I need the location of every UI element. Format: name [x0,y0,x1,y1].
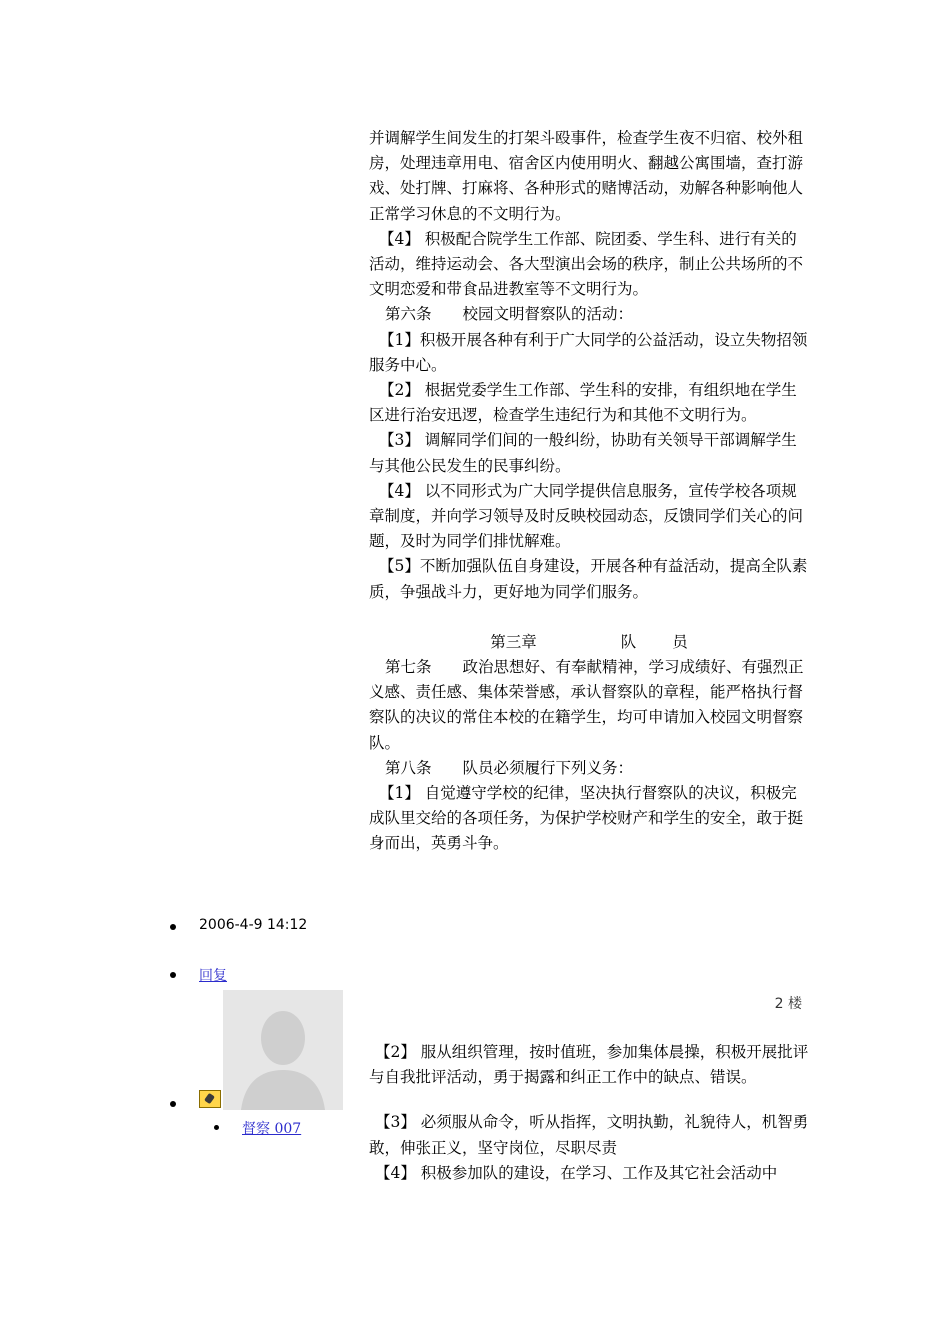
paragraph: 【3】 调解同学们间的一般纠纷，协助有关领导干部调解学生与其他公民发生的民事纠纷。 [369,431,797,475]
paragraph: 【2】 服从组织管理，按时值班，参加集体晨操，积极开展批评与自我批评活动，勇于揭露和纠正工作中的缺点、错误。 [369,1043,809,1087]
post-timestamp: 2006-4-9 14:12 [199,917,308,933]
paragraph: 【1】积极开展各种有利于广大同学的公益活动，设立失物招领服务中心。 [369,330,808,374]
reply-link[interactable]: 回复 [199,968,227,984]
list-bullet [170,924,176,930]
paragraph: 【2】 根据党委学生工作部、学生科的安排，有组织地在学生区进行治安迅逻，检查学生违纪行为和其他不文明行为。 [369,381,797,425]
paragraph: 并调解学生间发生的打架斗殴事件，检查学生夜不归宿、校外租房，处理违章用电、宿舍区内使用明火、翻越公寓围墙，查打游戏、处打牌、打麻将、各种形式的赌博活动，劝解各种影响他人正常学习休息的不文明行为。 [369,129,804,223]
avatar[interactable] [223,990,343,1110]
paragraph: 【3】 必须服从命令，听从指挥，文明执勤，礼貌待人，机智勇敢，伸张正义，坚守岗位，尽职尽责 [369,1113,809,1157]
paragraph: 【1】 自觉遵守学校的纪律，坚决执行督察队的决议，积极完成队里交给的各项任务，为保护学校财产和学生的安全，敢于挺身而出，英勇斗争。 [369,784,804,853]
paragraph: 【4】 以不同形式为广大同学提供信息服务，宣传学校各项规章制度，并向学习领导及时反映校园动态，反馈同学们关心的问题，及时为同学们排忧解难。 [369,481,804,551]
paragraph: 第七条 政治思想好、有奉献精神，学习成绩好、有强烈正义感、责任感、集体荣誉感，承认督察队的章程，能严格执行督察队的决议的常住本校的在籍学生，均可申请加入校园文明督察队。 [369,658,804,752]
author-link[interactable]: 督察 007 [242,1121,302,1137]
paragraph: 第六条 校园文明督察队的活动： [385,305,634,324]
chapter-number: 第三章 [490,632,537,651]
chapter-title-char: 队 [620,632,637,651]
paragraph: 【4】 积极配合院学生工作部、院团委、学生科、进行有关的活动，维持运动会、各大型演出会场的秩序，制止公共场所的不文明恋爱和带食品进教室等不文明行为。 [369,229,804,299]
floor-number: 2 楼 [774,996,802,1012]
post-body [369,126,809,857]
chapter-title-char: 员 [672,632,688,651]
list-bullet [214,1125,219,1130]
chapter-heading [369,630,809,655]
post-body [369,1040,809,1186]
paragraph: 第八条 队员必须履行下列义务： [385,758,634,777]
avatar-silhouette-icon [223,990,343,1110]
user-status-icon[interactable] [199,1090,221,1108]
list-bullet [170,972,176,978]
paragraph: 【4】 积极参加队的建设，在学习、工作及其它社会活动中 [375,1163,778,1182]
paragraph: 【5】不断加强队伍自身建设，开展各种有益活动，提高全队素质，争强战斗力，更好地为同学们服务。 [369,557,808,601]
list-bullet [170,1101,176,1107]
